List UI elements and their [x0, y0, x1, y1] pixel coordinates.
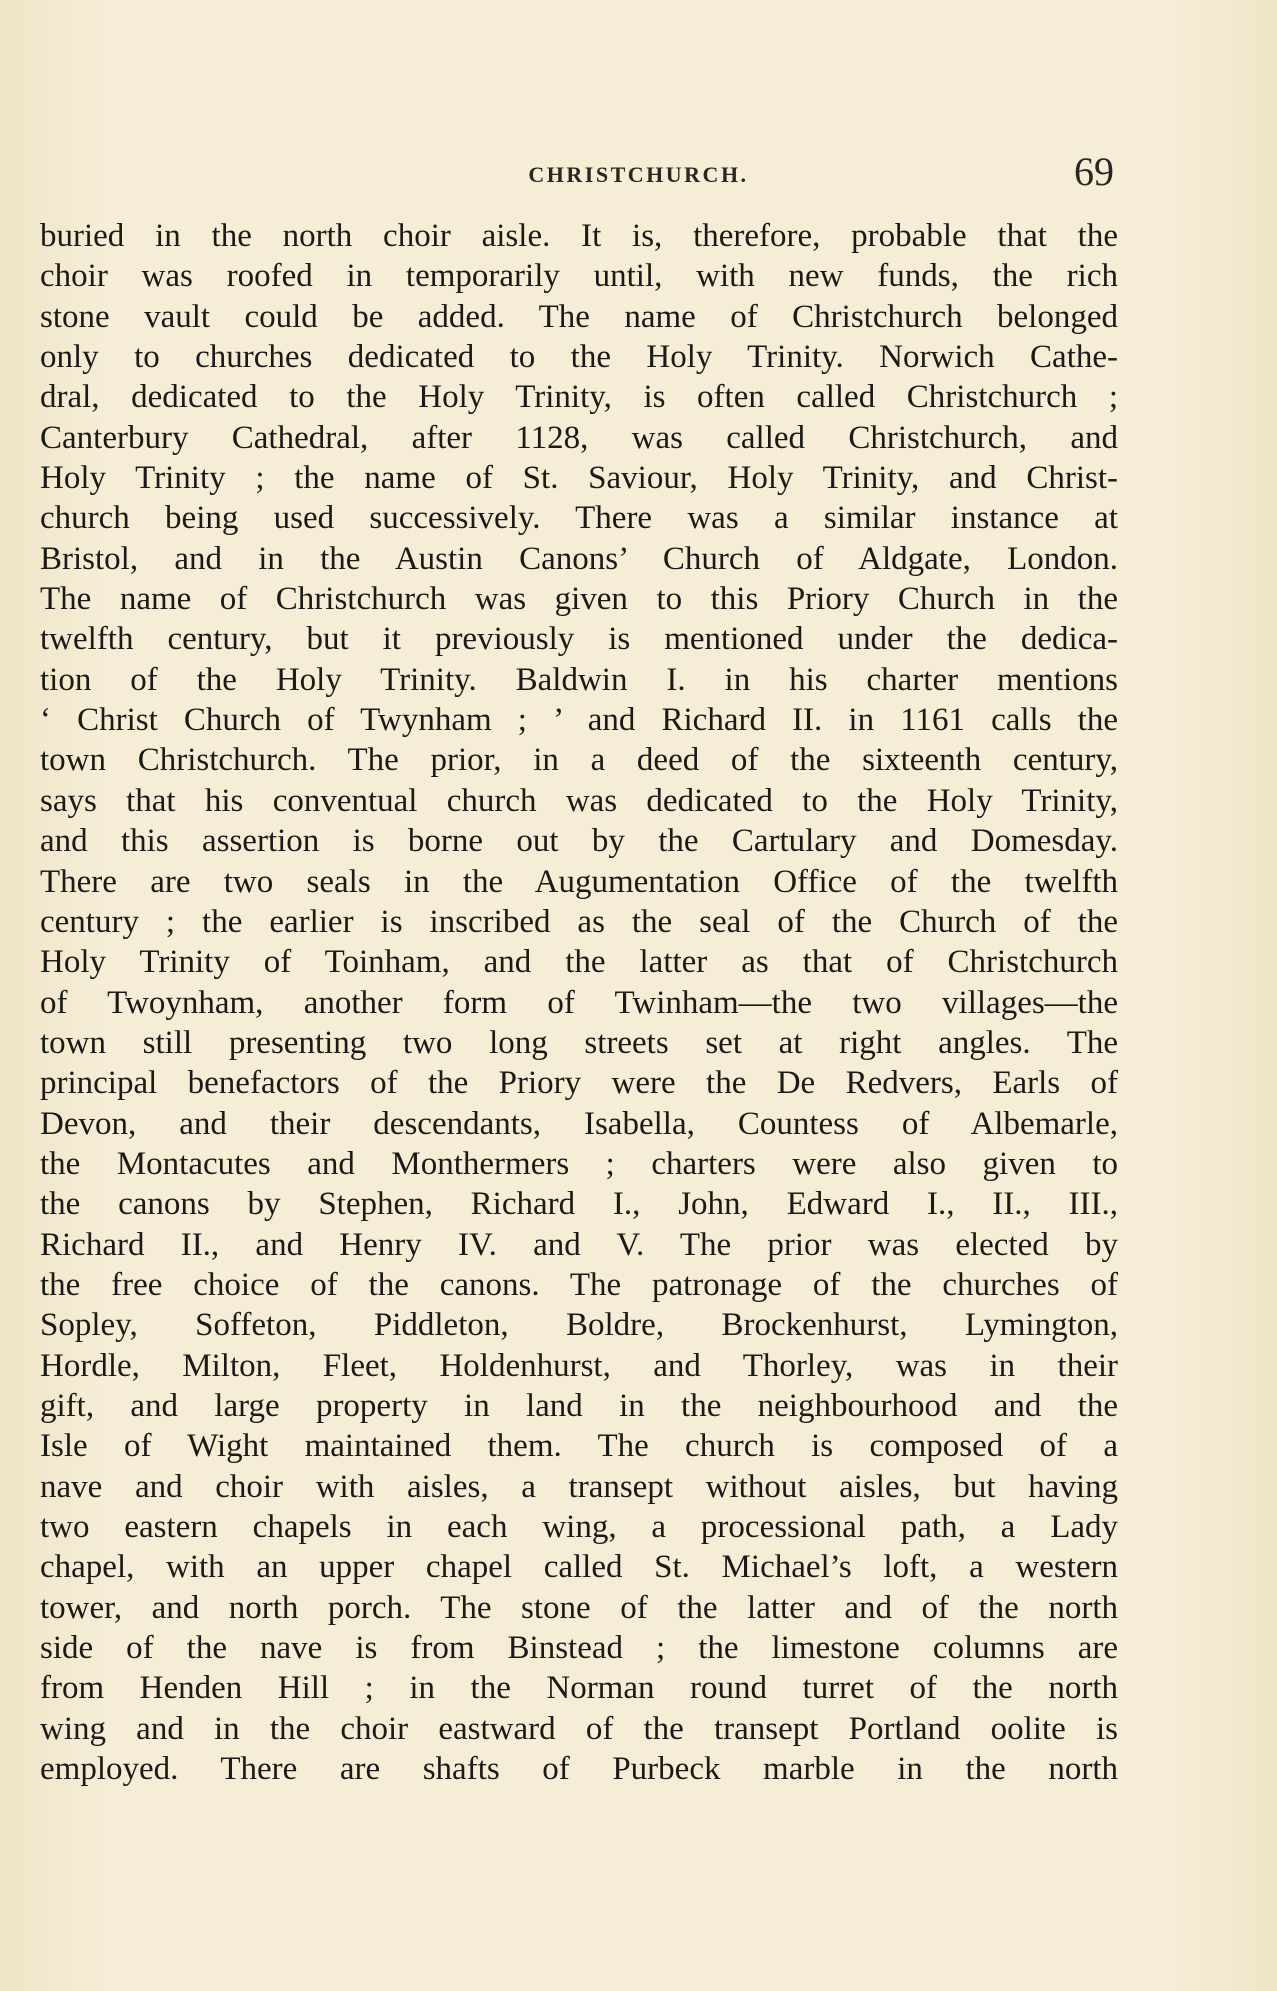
text-line: stone vault could be added. The name of Christchurch belonged — [40, 298, 1118, 335]
text-line: principal benefactors of the Priory were the De Redvers, Earls of — [40, 1065, 1118, 1102]
text-line: and this assertion is borne out by the Cartulary and Domesday. — [40, 823, 1118, 860]
text-line: tower, and north porch. The stone of the latter and of the north — [40, 1589, 1118, 1626]
text-line: Sopley, Soffeton, Piddleton, Boldre, Brockenhurst, Lymington, — [40, 1307, 1118, 1344]
text-line: town Christchurch. The prior, in a deed of the sixteenth century, — [40, 742, 1118, 779]
text-line: only to churches dedicated to the Holy Trinity. Norwich Cathe- — [40, 339, 1118, 376]
text-line: Holy Trinity of Toinham, and the latter as that of Christchurch — [40, 944, 1118, 981]
text-line: dral, dedicated to the Holy Trinity, is often called Christchurch ; — [40, 379, 1118, 416]
running-head — [0, 148, 1277, 198]
text-line: Richard II., and Henry IV. and V. The prior was elected by — [40, 1226, 1118, 1263]
text-line: Hordle, Milton, Fleet, Holdenhurst, and Thorley, was in their — [40, 1347, 1118, 1384]
text-line: Isle of Wight maintained them. The church is composed of a — [40, 1428, 1118, 1465]
text-line: buried in the north choir aisle. It is, therefore, probable that the — [40, 218, 1118, 254]
text-line: church being used successively. There was a similar instance at — [40, 500, 1118, 537]
text-line: chapel, with an upper chapel called St. Michael’s loft, a western — [40, 1549, 1118, 1586]
text-line: the free choice of the canons. The patronage of the churches of — [40, 1266, 1118, 1303]
text-line: choir was roofed in temporarily until, with new funds, the rich — [40, 258, 1118, 295]
text-line: Canterbury Cathedral, after 1128, was called Christchurch, and — [40, 419, 1118, 456]
text-line: Devon, and their descendants, Isabella, Countess of Albemarle, — [40, 1105, 1118, 1142]
text-line: town still presenting two long streets set at right angles. The — [40, 1024, 1118, 1061]
text-line: employed. There are shafts of Purbeck marble in the north — [40, 1751, 1118, 1788]
text-line: of Twoynham, another form of Twinham—the two villages—the — [40, 984, 1118, 1021]
text-line: two eastern chapels in each wing, a processional path, a Lady — [40, 1509, 1118, 1545]
text-line: The name of Christchurch was given to this Priory Church in the — [40, 581, 1118, 618]
text-line: the Montacutes and Monthermers ; charters were also given to — [40, 1145, 1118, 1182]
text-line: ‘ Christ Church of Twynham ; ’ and Richard II. in 1161 calls the — [40, 702, 1118, 739]
text-line: There are two seals in the Augumentation Office of the twelfth — [40, 863, 1118, 900]
text-line: tion of the Holy Trinity. Baldwin I. in his charter mentions — [40, 661, 1118, 698]
running-title: CHRISTCHURCH. — [528, 162, 749, 187]
text-line: gift, and large property in land in the neighbourhood and the — [40, 1387, 1118, 1424]
body-text — [40, 216, 1118, 1789]
text-line: the canons by Stephen, Richard I., John, Edward I., II., III., — [40, 1186, 1118, 1223]
text-line: twelfth century, but it previously is mentioned under the dedica- — [40, 621, 1118, 658]
text-line: from Henden Hill ; in the Norman round turret of the north — [40, 1670, 1118, 1707]
text-line: side of the nave is from Binstead ; the limestone columns are — [40, 1630, 1118, 1667]
text-line: Bristol, and in the Austin Canons’ Church of Aldgate, London. — [40, 540, 1118, 577]
text-line: says that his conventual church was dedicated to the Holy Trinity, — [40, 782, 1118, 819]
text-line: Holy Trinity ; the name of St. Saviour, Holy Trinity, and Christ- — [40, 460, 1118, 497]
text-line: nave and choir with aisles, a transept without aisles, but having — [40, 1468, 1118, 1505]
page-number: 69 — [1074, 149, 1114, 194]
text-line: century ; the earlier is inscribed as the seal of the Church of the — [40, 903, 1118, 940]
text-line: wing and in the choir eastward of the transept Portland oolite is — [40, 1710, 1118, 1747]
